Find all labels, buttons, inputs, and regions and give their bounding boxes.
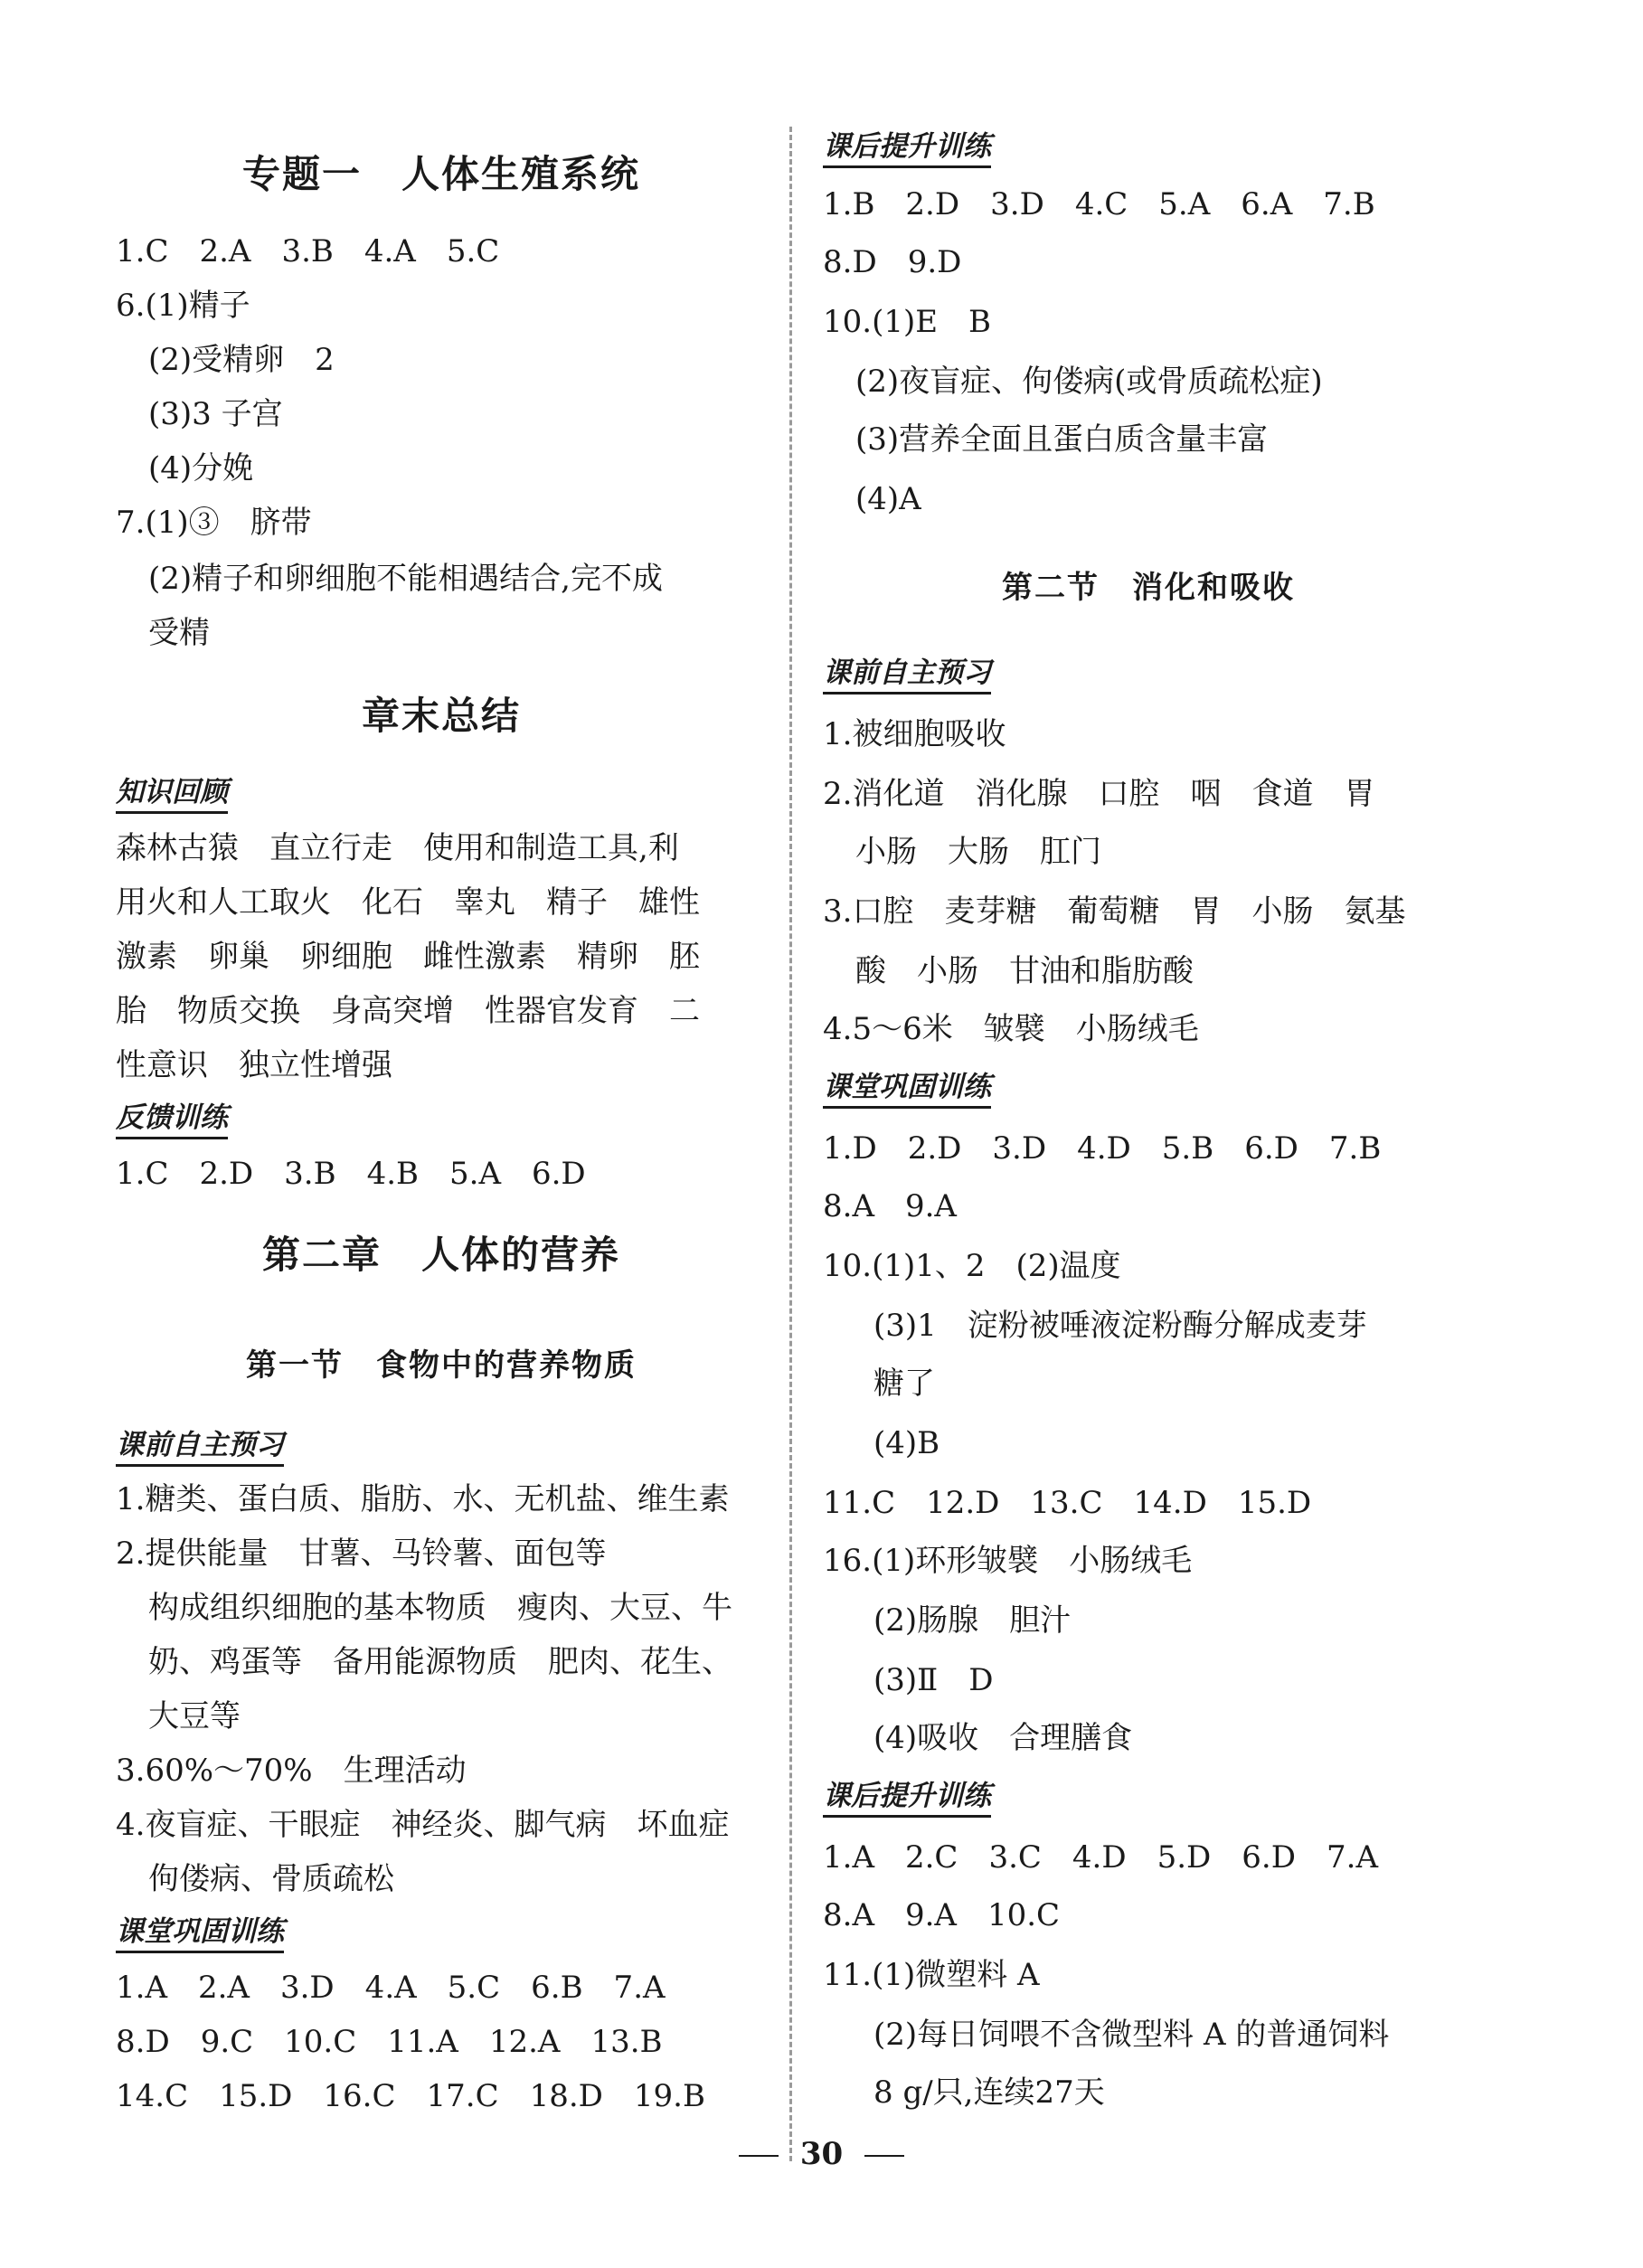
answer-line: 糖了 <box>873 1366 935 1402</box>
answer-line: 8.D 9.D <box>823 244 962 280</box>
answer-line: 奶、鸡蛋等 备用能源物质 肥肉、花生、 <box>148 1644 732 1680</box>
answer-line: 7.(1)③ 脐带 <box>116 505 312 541</box>
answer-line: 4.5～6米 皱襞 小肠绒毛 <box>823 1011 1199 1047</box>
answer-line: (2)受精卵 2 <box>148 342 335 378</box>
chapter-title: 第二章 人体的营养 <box>261 1233 620 1277</box>
review-line: 森林古猿 直立行走 使用和制造工具,利 <box>116 830 679 866</box>
answer-line: 1.C 2.D 3.B 4.B 5.A 6.D <box>116 1156 586 1192</box>
answer-line: 8.D 9.C 10.C 11.A 12.A 13.B <box>116 2024 663 2060</box>
answer-line: 大豆等 <box>148 1698 241 1734</box>
answer-line: 1.D 2.D 3.D 4.D 5.B 6.D 7.B <box>823 1130 1382 1167</box>
section-label-review: 知识回顾 <box>116 774 228 814</box>
answer-line: (3)营养全面且蛋白质含量丰富 <box>855 421 1269 458</box>
answer-line: 8.A 9.A <box>823 1188 957 1224</box>
section-label-preview: 课前自主预习 <box>823 655 991 695</box>
answer-line: 佝偻病、骨质疏松 <box>148 1861 394 1897</box>
review-line: 性意识 独立性增强 <box>116 1047 392 1083</box>
answer-line: 1.C 2.A 3.B 4.A 5.C <box>116 233 500 269</box>
answer-line: 3.口腔 麦芽糖 葡萄糖 胃 小肠 氨基 <box>823 893 1406 930</box>
answer-line: (2)夜盲症、佝偻病(或骨质疏松症) <box>855 364 1323 400</box>
answer-line: (2)肠腺 胆汁 <box>873 1602 1072 1639</box>
page-number-value: 30 <box>799 2136 844 2172</box>
section-label-class: 课堂巩固训练 <box>116 1914 284 1953</box>
section-label-class: 课堂巩固训练 <box>823 1069 991 1109</box>
topic-title: 专题一 人体生殖系统 <box>241 152 640 196</box>
answer-line: 1.被细胞吸收 <box>823 716 1006 752</box>
answer-line: (3)Ⅱ D <box>873 1662 994 1698</box>
section-label-feedback: 反馈训练 <box>116 1100 228 1139</box>
review-line: 用火和人工取火 化石 睾丸 精子 雄性 <box>116 884 700 921</box>
review-line: 激素 卵巢 卵细胞 雌性激素 精卵 胚 <box>116 939 700 975</box>
answer-line: (4)分娩 <box>148 450 254 487</box>
answer-line: 1.A 2.A 3.D 4.A 5.C 6.B 7.A <box>116 1970 666 2006</box>
page-number <box>0 2134 1643 2174</box>
answer-line: 小肠 大肠 肛门 <box>855 834 1101 870</box>
answer-line: 构成组织细胞的基本物质 瘦肉、大豆、牛 <box>148 1590 732 1626</box>
section-label-preview: 课前自主预习 <box>116 1427 284 1467</box>
answer-line: 10.(1)1、2 (2)温度 <box>823 1248 1121 1284</box>
chapter-summary-title: 章末总结 <box>361 694 521 738</box>
answer-line: 16.(1)环形皱襞 小肠绒毛 <box>823 1543 1193 1579</box>
page-number-dash-left <box>739 2155 779 2157</box>
section-title: 第一节 食物中的营养物质 <box>246 1347 637 1384</box>
review-line: 胎 物质交换 身高突增 性器官发育 二 <box>116 993 700 1029</box>
answer-line: 14.C 15.D 16.C 17.C 18.D 19.B <box>116 2078 705 2114</box>
answer-line: (2)每日饲喂不含微型料 A 的普通饲料 <box>873 2017 1390 2053</box>
answer-line: 4.夜盲症、干眼症 神经炎、脚气病 坏血症 <box>116 1807 730 1843</box>
section-title: 第二节 消化和吸收 <box>1002 570 1295 606</box>
answer-line: (3)1 淀粉被唾液淀粉酶分解成麦芽 <box>873 1308 1367 1344</box>
answer-line: 受精 <box>148 615 210 651</box>
answer-line: 11.(1)微塑料 A <box>823 1957 1040 1993</box>
answer-line: 1.B 2.D 3.D 4.C 5.A 6.A 7.B <box>823 186 1375 222</box>
answer-line: 10.(1)E B <box>823 304 992 340</box>
answer-line: (2)精子和卵细胞不能相遇结合,完不成 <box>148 561 663 597</box>
answer-line: 1.糖类、蛋白质、脂肪、水、无机盐、维生素 <box>116 1481 730 1517</box>
answer-line: (4)B <box>873 1425 940 1461</box>
answer-line: 3.60%～70% 生理活动 <box>116 1753 467 1789</box>
column-divider <box>789 127 792 2161</box>
answer-line: (3)3 子宫 <box>148 396 283 432</box>
answer-line: (4)A <box>855 481 921 517</box>
section-label-after: 课后提升训练 <box>823 1778 991 1818</box>
answer-line: 11.C 12.D 13.C 14.D 15.D <box>823 1485 1312 1521</box>
section-label-after: 课后提升训练 <box>823 128 991 168</box>
answer-line: 8 g/只,连续27天 <box>873 2074 1105 2111</box>
answer-line: 6.(1)精子 <box>116 288 250 324</box>
answer-line: 8.A 9.A 10.C <box>823 1897 1061 1933</box>
answer-line: 2.消化道 消化腺 口腔 咽 食道 胃 <box>823 776 1375 812</box>
answer-line: 2.提供能量 甘薯、马铃薯、面包等 <box>116 1536 607 1572</box>
answer-line: 1.A 2.C 3.C 4.D 5.D 6.D 7.A <box>823 1839 1378 1876</box>
page-number-dash-right <box>864 2155 904 2157</box>
answer-line: 酸 小肠 甘油和脂肪酸 <box>855 953 1194 989</box>
answer-line: (4)吸收 合理膳食 <box>873 1720 1133 1756</box>
